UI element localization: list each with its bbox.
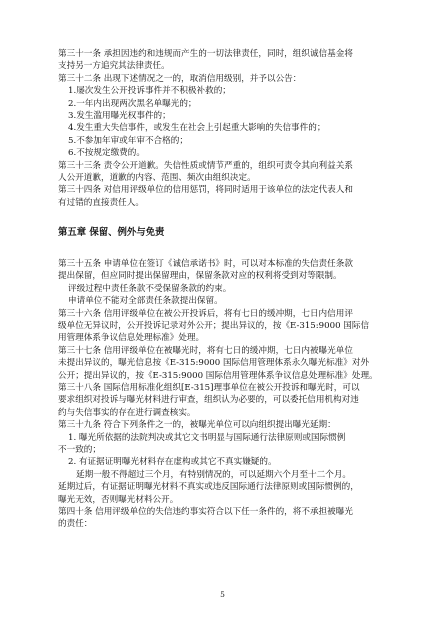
page-number: 5 [220,590,225,599]
text-line: 2.一年内出现两次黑名单曝光的； [68,98,197,109]
text-line: 评级过程中责任条款不受保留条款的约束。 [68,283,232,294]
text-line: 第三十一条 承担因违约和违规而产生的一切法律责任，同时，组织诚信基金将 [58,49,353,59]
text-line: 约与失信事实的存在进行调查核实。 [58,407,196,418]
chapter-heading: 第五章 保留、例外与免责 [58,227,165,239]
text-line: 第三十三条 责令公开道歉。失信性质或情节严重的，组织可责令其向利益关系 [58,160,353,171]
text-line: 延期一般不得超过三个月，有特别情况的，可以延期六个月至十二个月。 [76,469,352,480]
text-line: 要求组织对投诉与曝光材料进行审查，组织认为必要的，可以委托信用机构对违 [58,395,359,406]
section-articles-35-40 [58,258,390,531]
text-line: 的责任： [58,519,93,530]
text-line: 第三十八条 国际信用标准化组织[E-315]理事单位在被公开投诉和曝光时，可以 [58,382,360,393]
text-line: 人公开道歉，道歉的内容、范围、频次由组织决定。 [58,172,256,183]
text-line: 公开；提出异议的，按《E-315:9000 国际信用管理体系争议信息处理标准》处理。 [58,370,378,381]
text-line: 有过错的直接责任人。 [58,197,144,208]
text-line: 支持另一方追究其法律责任。 [58,61,170,72]
text-line: 第三十九条 符合下列条件之一的，被曝光单位可以向组织提出曝光延期： [58,420,336,431]
text-line: 延期过后，有证据证明曝光材料不真实或违反国际通行法律原则或国际惯例的， [58,482,359,493]
text-line: 第三十六条 信用评级单位在被公开投诉后，将有七日的缓冲期，七日内信用评 [58,308,353,319]
text-line: 第三十四条 对信用评级单位的信用惩罚，将同时适用于该单位的法定代表人和 [58,185,353,196]
text-line: 6.不按规定缴费的。 [68,148,145,159]
text-line: 第三十五条 申请单位在签订《诚信承诺书》时，可以对本标准的失信责任条款 [58,259,353,270]
text-line: 申请单位不能对全部责任条款提出保留。 [68,296,223,307]
text-line: 2. 有证据证明曝光材料存在虚构或其它不真实嫌疑的。 [68,457,277,468]
document-body [58,48,390,531]
text-line: 用管理体系争议信息处理标准》处理。 [58,333,205,344]
text-line: 级单位无异议时，公开投诉记录对外公开；提出异议的，按《E-315:9000 国际信 [58,321,370,332]
section-articles-31-34 [58,48,390,209]
text-line: 第三十二条 出现下述情况之一的，取消信用级别，并予以公告： [58,73,302,84]
text-line: 未提出异议的，曝光信息按《E-315:9000 国际信用管理体系永久曝光标准》对外 [58,358,370,369]
text-line: 第四十条 信用评级单位的失信违约事实符合以下任一条件的，将不承担被曝光 [58,506,353,517]
text-line: 1. 曝光所依据的法院判决或其它文书明显与国际通行法律原则或国际惯例 [68,432,346,443]
text-line: 不一致的； [58,444,101,455]
text-line: 第三十七条 信用评级单位在被曝光时，将有七日的缓冲期，七日内被曝光单位 [58,345,353,356]
text-line: 4.发生重大失信事件，或发生在社会上引起重大影响的失信事件的； [68,123,326,134]
text-line: 1.屡次发生公开投诉事件并不积极补救的； [68,86,231,97]
text-line: 提出保留，但应同时提出保留理由，保留条款对应的权利将受到对等限制。 [58,271,342,282]
text-line: 3.发生滥用曝光权事件的； [68,110,171,121]
text-line: 曝光无效，否则曝光材料公开。 [58,494,179,505]
text-line: 5.不参加年审或年审不合格的； [68,135,188,146]
